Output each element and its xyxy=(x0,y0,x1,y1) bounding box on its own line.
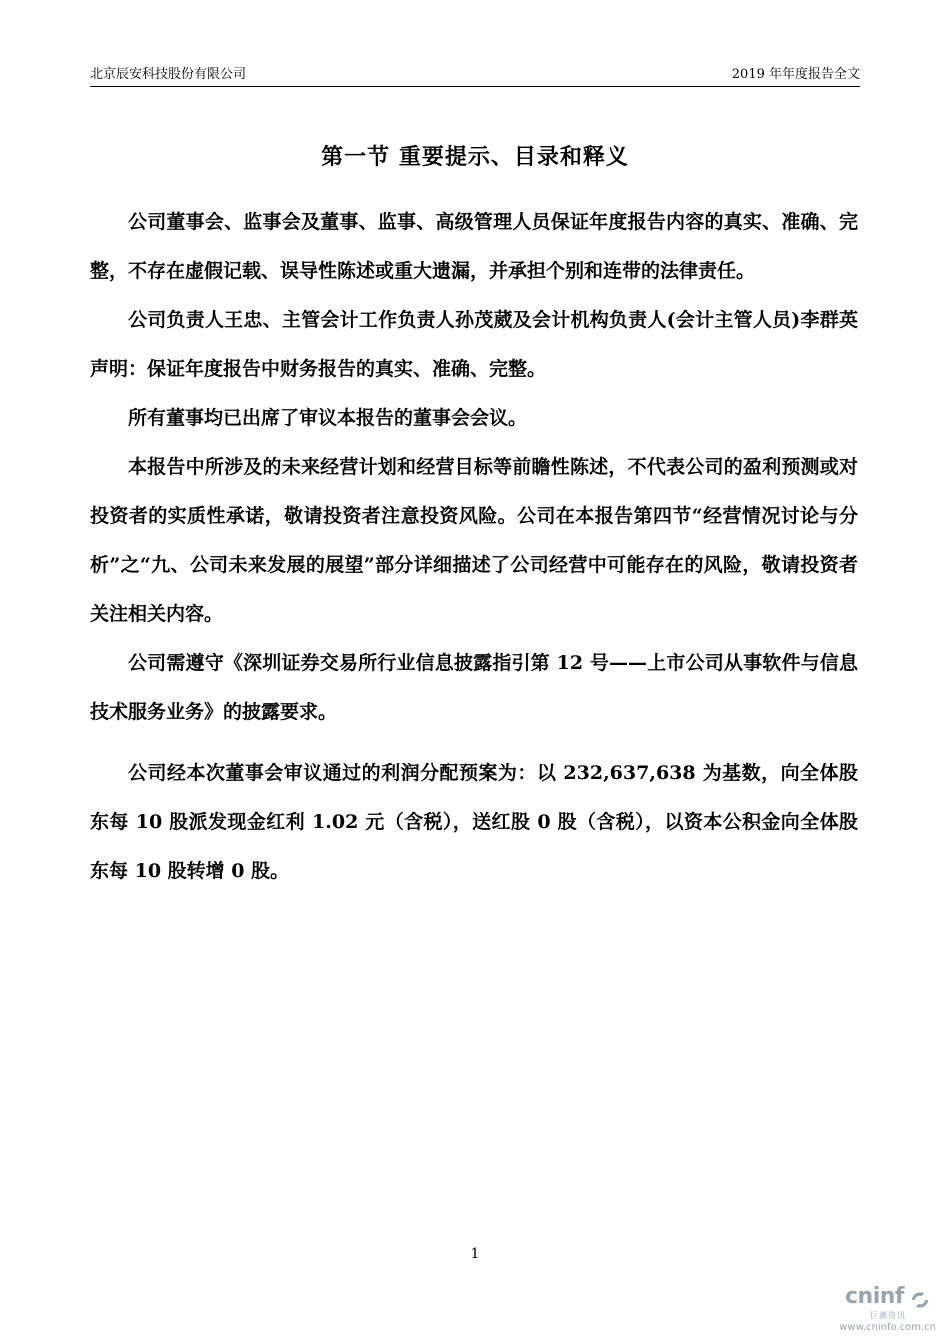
page-number: 1 xyxy=(470,1246,480,1262)
header-report-title: 2019 年年度报告全文 xyxy=(731,67,860,82)
watermark-subtitle: 巨潮资讯 xyxy=(870,1311,906,1320)
watermark-url: www.cninfo.com.cn xyxy=(839,1322,936,1333)
paragraph-forward-looking: 本报告中所涉及的未来经营计划和经营目标等前瞻性陈述，不代表公司的盈利预测或对投资者的实质性承诺，敬请投资者注意投资风险。公司在本报告第四节“经营情况讨论与分析”之“九、公司未来发展的展望”部分详细描述了公司经营中可能存在的风险，敬请投资者关注相关内容。 xyxy=(90,456,858,625)
section-title: 第一节 重要提示、目录和释义 xyxy=(321,144,629,170)
document-body xyxy=(90,198,858,896)
paragraph-financial-statement: 公司负责人王忠、主管会计工作负责人孙茂葳及会计机构负责人(会计主管人员)李群英声明：保证年度报告中财务报告的真实、准确、完整。 xyxy=(90,309,858,380)
paragraph-board-attendance: 所有董事均已出席了审议本报告的董事会会议。 xyxy=(128,407,528,429)
paragraph-responsibility: 公司董事会、监事会及董事、监事、高级管理人员保证年度报告内容的真实、准确、完整，不存在虚假记载、误导性陈述或重大遗漏，并承担个别和连带的法律责任。 xyxy=(90,211,858,282)
cninf-logo-icon xyxy=(908,1288,932,1312)
cninfo-watermark xyxy=(839,1284,936,1336)
page-header xyxy=(90,64,860,87)
paragraph-disclosure-guideline: 公司需遵守《深圳证券交易所行业信息披露指引第 12 号——上市公司从事软件与信息技术服务业务》的披露要求。 xyxy=(90,652,858,723)
paragraph-profit-distribution: 公司经本次董事会审议通过的利润分配预案为：以 232,637,638 为基数，向全体股东每 10 股派发现金红利 1.02 元（含税），送红股 0 股（含税），以资本公积金向全体股东每 10 股转增 0 股。 xyxy=(90,762,858,882)
header-company-name: 北京辰安科技股份有限公司 xyxy=(90,67,247,82)
watermark-brand: cninf xyxy=(845,1284,904,1309)
